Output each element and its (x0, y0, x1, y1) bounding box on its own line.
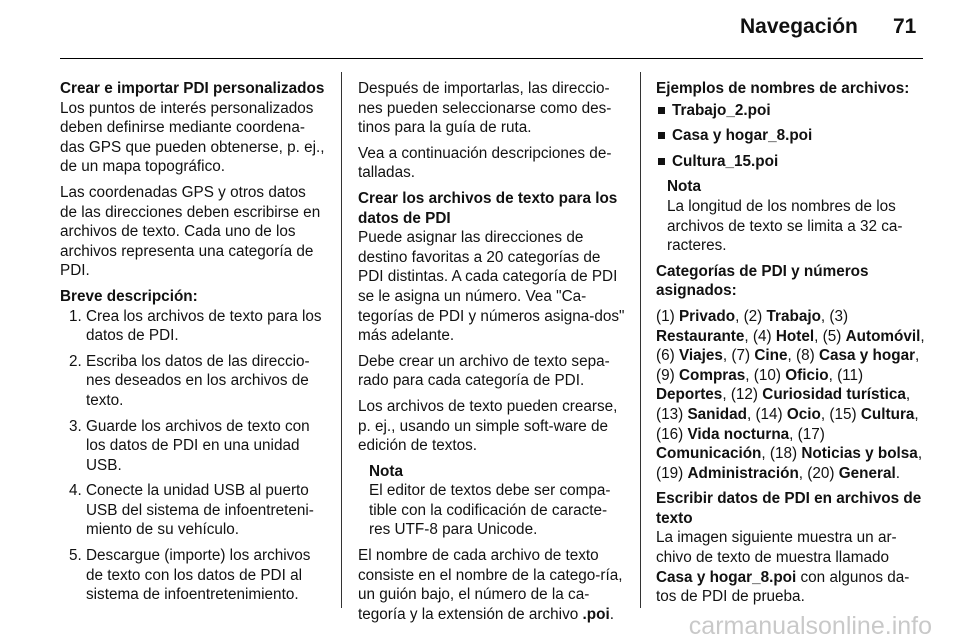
category-number: (16) (656, 425, 684, 443)
section-heading: Crear e importar PDI personalizados (60, 80, 325, 97)
note-text: La longitud de los nombres de los archivos de texto se limita a 32 ca-racteres. (667, 197, 903, 255)
category-number: (18) (769, 445, 798, 463)
list-item (60, 546, 326, 605)
category-name: Trabajo (766, 307, 821, 325)
note-box (656, 177, 926, 255)
step-text: Crea los archivos de texto para los datos de PDI. (86, 307, 322, 345)
category-number: (12) (730, 386, 759, 404)
watermark: carmanualsonline.info (688, 612, 932, 640)
category-number: (3) (829, 307, 849, 325)
section-heading: Crear los archivos de texto para los datos de PDI (358, 189, 618, 227)
category-number: (7) (731, 347, 751, 365)
step-number: 4. (69, 482, 82, 500)
category-number: (8) (796, 347, 815, 365)
paragraph: Puede asignar las direcciones de destino favoritas a 20 categorías de PDI distintas. A cada categoría de PDI se le asigna un número. Vea "Ca-tegorías de PDI y números asigna-dos" más adelante. (358, 229, 625, 345)
category-number: (17) (797, 425, 825, 443)
section-heading: Escribir datos de PDI en archivos de texto (656, 490, 922, 527)
column-middle (358, 79, 628, 630)
category-number: (15) (829, 405, 857, 423)
category-name: Sanidad (687, 405, 747, 423)
list-item: Casa y hogar_8.poi (656, 126, 926, 146)
step-number: 2. (69, 352, 82, 370)
category-name: Curiosidad turística (762, 386, 906, 404)
list-item (60, 481, 326, 540)
paragraph: Las coordenadas GPS y otros datos de las direcciones deben escribirse en archivos de texto. Cada uno de los archivos representa una categoría de PDI. (60, 183, 321, 280)
category-number: (14) (755, 405, 783, 423)
paragraph: Los puntos de interés personalizados deben definirse mediante coordena-das GPS que pueden obtenerse, p. ej., de un mapa topográfico. (60, 99, 325, 176)
category-name: Casa y hogar (818, 347, 916, 365)
category-name: Viajes (678, 347, 723, 365)
step-number: 5. (69, 547, 82, 565)
categories-paragraph: (1) Privado, (2) Trabajo, (3) Restaurante, (4) Hotel, (5) Automóvil, (6) Viajes, (7) Cine, (8) Casa y hogar, (9) Compras, (10) Oficio, (11) Deportes, (12) Curiosidad turística, (13) Sanidad, (14) Ocio, (15) Cultura, (16) Vida nocturna, (17) Comunicación, (18) Noticias y bolsa, (19) Administración, (20) General. (656, 307, 925, 482)
note-title: Nota (667, 178, 701, 196)
page-number: 71 (893, 15, 917, 38)
category-name: Ocio (786, 405, 821, 423)
file-name: Casa y hogar_8.poi (656, 568, 797, 586)
step-number: 3. (69, 417, 82, 435)
step-number: 1. (69, 307, 82, 325)
step-text: Escriba los datos de las direccio-nes deseados en los archivos de texto. (86, 352, 310, 409)
column-left (60, 79, 326, 611)
category-number: (2) (743, 307, 763, 325)
column-divider (640, 72, 641, 608)
paragraph: Debe crear un archivo de texto sepa-rado para cada categoría de PDI. (358, 352, 610, 390)
category-name: Cultura (860, 405, 915, 423)
text-run: con algunos da-tos de PDI de prueba. (656, 568, 910, 606)
category-name: Vida nocturna (687, 425, 790, 443)
step-text: Descargue (importe) los archivos de texto con los datos de PDI al sistema de infoentretenimiento. (86, 547, 311, 604)
note-text: El editor de textos debe ser compa-tible con la codificación de caracte-res UTF-8 para Unicode. (369, 482, 611, 539)
paragraph (656, 528, 926, 606)
note-box (358, 462, 628, 540)
category-number: (9) (656, 366, 675, 384)
category-name: Administración (687, 464, 799, 482)
steps-list (60, 307, 326, 605)
column-divider (341, 72, 342, 608)
file-extension: .poi (582, 605, 610, 623)
category-name: Cine (754, 347, 788, 365)
list-item: Trabajo_2.poi (656, 101, 926, 121)
category-name: Compras (678, 366, 746, 384)
category-number: (4) (752, 327, 772, 345)
category-number: (19) (656, 464, 684, 482)
note-title: Nota (369, 462, 403, 480)
section-heading: Breve descripción: (60, 287, 198, 305)
file-examples-list (656, 101, 926, 172)
list-item: Cultura_15.poi (656, 152, 926, 172)
text-run: La imagen siguiente muestra un ar-chivo de texto de muestra llamado (656, 529, 897, 567)
category-name: Noticias y bolsa (801, 445, 918, 463)
column-right (656, 79, 926, 613)
page-header-title: Navegación (740, 15, 858, 38)
text-run: . (609, 605, 614, 623)
category-number: (6) (656, 347, 675, 365)
text-run: El nombre de cada archivo de texto consiste en el nombre de la catego-ría, un guión bajo, el número de la ca-tegoría y la extensión de archivo (358, 547, 623, 623)
category-name: Privado (678, 307, 736, 325)
section-heading: Categorías de PDI y números asignados: (656, 262, 869, 300)
category-name: General (838, 464, 896, 482)
step-text: Conecte la unidad USB al puerto USB del sistema de infoentreteni-miento de su vehículo. (86, 482, 314, 539)
category-number: (1) (656, 307, 675, 325)
list-item (60, 352, 326, 411)
category-name: Deportes (656, 386, 723, 404)
category-number: (11) (837, 366, 864, 384)
category-name: Automóvil (845, 327, 921, 345)
category-name: Restaurante (656, 327, 745, 345)
header-rule (60, 58, 923, 59)
category-number: (5) (822, 327, 842, 345)
category-name: Oficio (785, 366, 829, 384)
category-name: Hotel (775, 327, 815, 345)
category-number: (20) (807, 464, 835, 482)
step-text: Guarde los archivos de texto con los datos de PDI en una unidad USB. (86, 417, 310, 474)
category-number: (13) (656, 405, 684, 423)
category-number: (10) (753, 366, 781, 384)
list-item (60, 417, 326, 476)
section-heading: Ejemplos de nombres de archivos: (656, 80, 910, 97)
paragraph: Después de importarlas, las direccio-nes pueden seleccionarse como des-tinos para la guía de ruta. (358, 80, 612, 137)
paragraph: Los archivos de texto pueden crearse, p. ej., usando un simple soft-ware de edición de textos. (358, 397, 618, 455)
list-item (60, 307, 326, 346)
category-name: Comunicación (656, 445, 762, 463)
paragraph: Vea a continuación descripciones de-talladas. (358, 144, 612, 182)
